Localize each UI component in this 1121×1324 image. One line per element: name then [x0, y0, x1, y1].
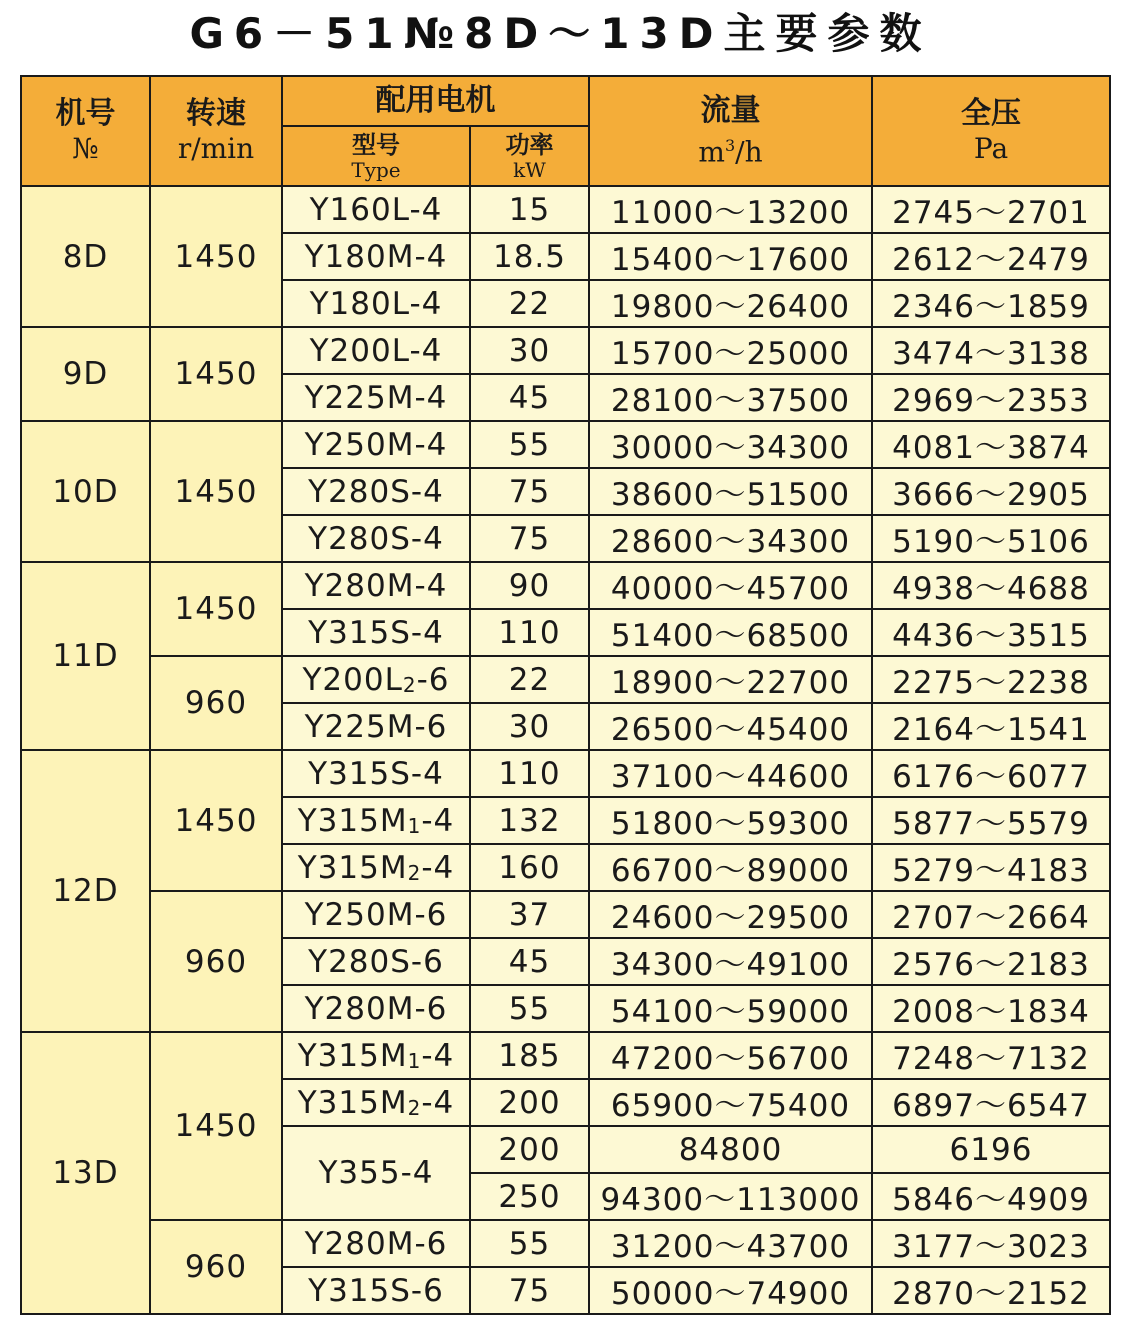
- cell-flow: 11000～13200: [589, 186, 872, 233]
- cell-pressure: 4081～3874: [872, 421, 1110, 468]
- cell-flow: 31200～43700: [589, 1220, 872, 1267]
- cell-power: 18.5: [470, 233, 589, 280]
- table-row: [21, 327, 1110, 374]
- cell-flow: 37100～44600: [589, 750, 872, 797]
- cell-motor-type: $Y315M_1-4$: [282, 797, 470, 844]
- cell-flow: 18900～22700: [589, 656, 872, 703]
- header-power-cn: 功率: [505, 131, 554, 159]
- cell-motor-type: Y250M-6: [282, 891, 470, 938]
- cell-power: 200: [470, 1079, 589, 1126]
- cell-power: 160: [470, 844, 589, 891]
- cell-flow: 26500～45400: [589, 703, 872, 750]
- cell-flow: 28600～34300: [589, 515, 872, 562]
- cell-speed: 1450: [150, 421, 282, 562]
- cell-power: 55: [470, 421, 589, 468]
- cell-power: 30: [470, 703, 589, 750]
- table-row: [21, 186, 1110, 233]
- cell-power: 75: [470, 468, 589, 515]
- header-machine-unit: №: [72, 132, 99, 165]
- cell-machine-no: 9D: [21, 327, 150, 421]
- header-type-cn: 型号: [352, 131, 400, 159]
- cell-machine-no: 10D: [21, 421, 150, 562]
- table-row: [21, 891, 1110, 938]
- cell-pressure: 2164～1541: [872, 703, 1110, 750]
- cell-flow: 51800～59300: [589, 797, 872, 844]
- cell-power: 55: [470, 1220, 589, 1267]
- cell-motor-type: Y315S-6: [282, 1267, 470, 1314]
- cell-pressure: 4938～4688: [872, 562, 1110, 609]
- cell-machine-no: 8D: [21, 186, 150, 327]
- cell-power: 22: [470, 280, 589, 327]
- cell-pressure: 2008～1834: [872, 985, 1110, 1032]
- table-row: [21, 1032, 1110, 1079]
- cell-power: 22: [470, 656, 589, 703]
- cell-flow: 15700～25000: [589, 327, 872, 374]
- cell-flow: 40000～45700: [589, 562, 872, 609]
- cell-flow: 15400～17600: [589, 233, 872, 280]
- cell-flow: 66700～89000: [589, 844, 872, 891]
- cell-motor-type: Y280M-6: [282, 1220, 470, 1267]
- cell-power: 200: [470, 1126, 589, 1173]
- cell-pressure: 5846～4909: [872, 1173, 1110, 1220]
- table-body: [21, 186, 1110, 1314]
- cell-power: 75: [470, 1267, 589, 1314]
- cell-power: 132: [470, 797, 589, 844]
- cell-speed: 960: [150, 891, 282, 1032]
- cell-power: 15: [470, 186, 589, 233]
- cell-speed: 1450: [150, 750, 282, 891]
- cell-power: 110: [470, 750, 589, 797]
- cell-motor-type: Y250M-4: [282, 421, 470, 468]
- cell-flow: 54100～59000: [589, 985, 872, 1032]
- cell-pressure: 6196: [872, 1126, 1110, 1173]
- cell-pressure: 6897～6547: [872, 1079, 1110, 1126]
- cell-speed: 1450: [150, 186, 282, 327]
- cell-pressure: 2612～2479: [872, 233, 1110, 280]
- cell-flow: 24600～29500: [589, 891, 872, 938]
- cell-motor-type: Y315S-4: [282, 750, 470, 797]
- cell-motor-type: Y180L-4: [282, 280, 470, 327]
- header-speed: [150, 76, 282, 186]
- cell-flow: 34300～49100: [589, 938, 872, 985]
- cell-power: 55: [470, 985, 589, 1032]
- header-type: [282, 126, 470, 186]
- cell-pressure: 2707～2664: [872, 891, 1110, 938]
- cell-machine-no: 11D: [21, 562, 150, 750]
- header-power: [470, 126, 589, 186]
- page-title: G6－51№8D～13D主要参数: [189, 9, 932, 58]
- cell-flow: 28100～37500: [589, 374, 872, 421]
- cell-pressure: 6176～6077: [872, 750, 1110, 797]
- cell-pressure: 2275～2238: [872, 656, 1110, 703]
- cell-pressure: 7248～7132: [872, 1032, 1110, 1079]
- header-speed-label: 转速: [186, 96, 246, 131]
- cell-pressure: 5279～4183: [872, 844, 1110, 891]
- cell-motor-type: Y160L-4: [282, 186, 470, 233]
- cell-speed: 960: [150, 656, 282, 750]
- cell-motor-type: $Y200L_2-6$: [282, 656, 470, 703]
- table-row: [21, 562, 1110, 609]
- cell-motor-type: Y200L-4: [282, 327, 470, 374]
- cell-motor-type: $Y315M_2-4$: [282, 844, 470, 891]
- cell-motor-type: Y280M-4: [282, 562, 470, 609]
- cell-power: 45: [470, 374, 589, 421]
- header-power-unit: kW: [513, 158, 546, 182]
- table-row: [21, 421, 1110, 468]
- cell-flow: 47200～56700: [589, 1032, 872, 1079]
- cell-flow: 19800～26400: [589, 280, 872, 327]
- cell-flow: 38600～51500: [589, 468, 872, 515]
- header-type-en: Type: [351, 158, 401, 182]
- cell-speed: 1450: [150, 327, 282, 421]
- header-flow: [589, 76, 872, 186]
- cell-motor-type: $Y315M_1-4$: [282, 1032, 470, 1079]
- cell-motor-type: Y280S-4: [282, 515, 470, 562]
- cell-machine-no: 12D: [21, 750, 150, 1032]
- cell-machine-no: 13D: [21, 1032, 150, 1314]
- cell-motor-type: Y315S-4: [282, 609, 470, 656]
- cell-power: 30: [470, 327, 589, 374]
- cell-pressure: 2870～2152: [872, 1267, 1110, 1314]
- header-pressure-unit: Pa: [973, 132, 1009, 165]
- cell-pressure: 3177～3023: [872, 1220, 1110, 1267]
- cell-flow: 94300～113000: [589, 1173, 872, 1220]
- cell-power: 90: [470, 562, 589, 609]
- header-machine-label: 机号: [55, 96, 116, 131]
- cell-speed: 960: [150, 1220, 282, 1314]
- cell-power: 37: [470, 891, 589, 938]
- cell-pressure: 2969～2353: [872, 374, 1110, 421]
- cell-motor-type: Y355-4: [282, 1126, 470, 1220]
- cell-speed: 1450: [150, 1032, 282, 1220]
- header-flow-unit: $m^3/h$: [698, 135, 763, 169]
- cell-power: 250: [470, 1173, 589, 1220]
- cell-motor-type: Y280S-6: [282, 938, 470, 985]
- table-row: [21, 656, 1110, 703]
- header-machine-no: [21, 76, 150, 186]
- cell-pressure: 5190～5106: [872, 515, 1110, 562]
- cell-pressure: 2576～2183: [872, 938, 1110, 985]
- cell-pressure: 5877～5579: [872, 797, 1110, 844]
- cell-motor-type: Y225M-4: [282, 374, 470, 421]
- cell-motor-type: $Y315M_2-4$: [282, 1079, 470, 1126]
- cell-flow: 50000～74900: [589, 1267, 872, 1314]
- cell-speed: 1450: [150, 562, 282, 656]
- cell-power: 110: [470, 609, 589, 656]
- table-row: [21, 750, 1110, 797]
- cell-power: 45: [470, 938, 589, 985]
- cell-pressure: 4436～3515: [872, 609, 1110, 656]
- cell-power: 75: [470, 515, 589, 562]
- cell-motor-type: Y180M-4: [282, 233, 470, 280]
- header-pressure-label: 全压: [961, 96, 1021, 131]
- header-speed-unit: r/min: [177, 132, 255, 165]
- cell-flow: 51400～68500: [589, 609, 872, 656]
- table-row: [21, 1220, 1110, 1267]
- cell-pressure: 2745～2701: [872, 186, 1110, 233]
- header-motor: [282, 76, 589, 126]
- header-pressure: [872, 76, 1110, 186]
- cell-motor-type: Y280S-4: [282, 468, 470, 515]
- cell-pressure: 2346～1859: [872, 280, 1110, 327]
- cell-motor-type: Y280M-6: [282, 985, 470, 1032]
- cell-flow: 65900～75400: [589, 1079, 872, 1126]
- cell-motor-type: Y225M-6: [282, 703, 470, 750]
- cell-flow: 30000～34300: [589, 421, 872, 468]
- cell-flow: 84800: [589, 1126, 872, 1173]
- parameter-table: [20, 75, 1111, 1315]
- header-flow-label: 流量: [700, 92, 761, 128]
- cell-pressure: 3474～3138: [872, 327, 1110, 374]
- cell-pressure: 3666～2905: [872, 468, 1110, 515]
- header-motor-label: 配用电机: [375, 83, 496, 118]
- cell-power: 185: [470, 1032, 589, 1079]
